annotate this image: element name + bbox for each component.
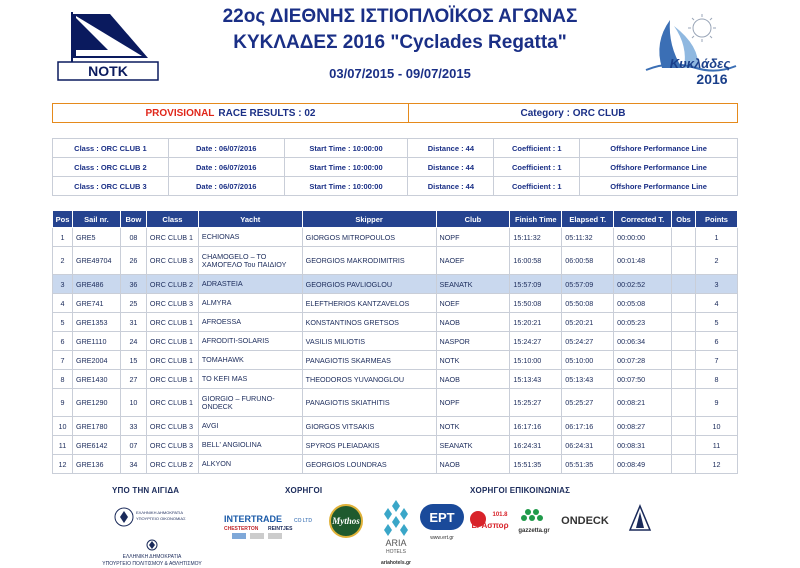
results-header-row xyxy=(53,211,738,228)
provisional-label: PROVISIONAL xyxy=(145,107,215,119)
cell-pos: 11 xyxy=(53,436,73,455)
media-sponsors-label: ΧΟΡΗΓΟΙ ΕΠΙΚΟΙΝΩΝΙΑΣ xyxy=(470,486,571,495)
cell-yacht: AVGI xyxy=(198,417,302,436)
gazzetta-text: gazzetta.gr xyxy=(518,528,550,534)
cyclades-logo-year: 2016 xyxy=(696,71,728,87)
cell-bow: 26 xyxy=(120,247,146,275)
cell-skipper: PANAGIOTIS SKARMEAS xyxy=(302,351,436,370)
cell-elapsed: 05:11:32 xyxy=(562,228,614,247)
cell-yacht: ALMYRA xyxy=(198,294,302,313)
ondeck-text: ONDECK xyxy=(561,515,609,527)
column-header[interactable]: Obs xyxy=(672,211,696,228)
cell-yacht: AFRODITI-SOLARIS xyxy=(198,332,302,351)
cyclades-logo-name: Κυκλάδες xyxy=(669,56,731,71)
cell-club: NAOEF xyxy=(436,247,510,275)
cell-obs xyxy=(672,351,696,370)
class-info-row xyxy=(53,158,738,177)
cell-club: NAOB xyxy=(436,313,510,332)
cell-corrected: 00:08:49 xyxy=(614,455,672,474)
results-table xyxy=(52,210,738,474)
cell-corrected: 00:05:23 xyxy=(614,313,672,332)
cell-cls: ORC CLUB 1 xyxy=(146,313,198,332)
cell-pos: 7 xyxy=(53,351,73,370)
cell-yacht: ADRASTEIA xyxy=(198,275,302,294)
ert-url: www.ert.gr xyxy=(430,535,454,541)
gazzetta-logo xyxy=(514,506,554,540)
cell-elapsed: 05:10:00 xyxy=(562,351,614,370)
cell-skipper: KONSTANTINOS GRETSOS xyxy=(302,313,436,332)
cell-corrected: 00:08:27 xyxy=(614,417,672,436)
era-text: ΕΡΑσπορ xyxy=(471,521,509,530)
cell-elapsed: 05:20:21 xyxy=(562,313,614,332)
class-info-coef: Coefficient : 1 xyxy=(494,139,580,158)
intertrade-text: INTERTRADE xyxy=(224,514,282,524)
cell-points: 3 xyxy=(696,275,738,294)
cell-cls: ORC CLUB 1 xyxy=(146,351,198,370)
ministry2-line2: ΥΠΟΥΡΓΕΙΟ ΠΟΛΙΤΙΣΜΟΥ & ΑΘΛΗΤΙΣΜΟΥ xyxy=(102,561,202,567)
cell-points: 2 xyxy=(696,247,738,275)
cell-finish: 15:11:32 xyxy=(510,228,562,247)
cell-bow: 08 xyxy=(120,228,146,247)
class-info-date: Date : 06/07/2016 xyxy=(168,158,284,177)
cell-bow: 31 xyxy=(120,313,146,332)
cell-corrected: 00:07:28 xyxy=(614,351,672,370)
cell-finish: 15:57:09 xyxy=(510,275,562,294)
column-header[interactable]: Finish Time xyxy=(510,211,562,228)
class-info-distance: Distance : 44 xyxy=(408,158,494,177)
class-info-row xyxy=(53,177,738,196)
ert-text: ΕΡΤ xyxy=(429,510,455,525)
class-info-start: Start Time : 10:00:00 xyxy=(284,139,408,158)
column-header[interactable]: Skipper xyxy=(302,211,436,228)
cell-corrected: 00:05:08 xyxy=(614,294,672,313)
cell-bow: 33 xyxy=(120,417,146,436)
cell-obs xyxy=(672,332,696,351)
cyclades-logo xyxy=(640,12,740,88)
cell-finish: 15:50:08 xyxy=(510,294,562,313)
table-row[interactable] xyxy=(53,332,738,351)
cell-club: NAOB xyxy=(436,370,510,389)
cell-cls: ORC CLUB 3 xyxy=(146,294,198,313)
table-row[interactable] xyxy=(53,389,738,417)
cell-elapsed: 05:25:27 xyxy=(562,389,614,417)
cell-pos: 4 xyxy=(53,294,73,313)
cell-points: 7 xyxy=(696,351,738,370)
cell-obs xyxy=(672,455,696,474)
cell-bow: 07 xyxy=(120,436,146,455)
aria-url: ariahotels.gr xyxy=(380,560,412,566)
era-freq: 101.8 xyxy=(492,512,508,518)
cell-sail: GRE2004 xyxy=(72,351,120,370)
cell-yacht: CHAMOGELO – TO ΧΑΜΟΓΕΛΟ Του ΠΑΙΔΙΟΥ xyxy=(198,247,302,275)
column-header[interactable]: Club xyxy=(436,211,510,228)
cell-elapsed: 05:24:27 xyxy=(562,332,614,351)
cell-elapsed: 05:50:08 xyxy=(562,294,614,313)
cell-pos: 2 xyxy=(53,247,73,275)
ondeck-logo xyxy=(558,510,612,530)
cell-pos: 5 xyxy=(53,313,73,332)
era-sport-logo xyxy=(468,506,512,536)
class-info-cls: Class : ORC CLUB 3 xyxy=(53,177,169,196)
ministry-economy-logo xyxy=(108,500,188,534)
cell-finish: 16:24:31 xyxy=(510,436,562,455)
table-row[interactable] xyxy=(53,455,738,474)
cell-sail: GRE5 xyxy=(72,228,120,247)
column-header[interactable]: Points xyxy=(696,211,738,228)
cell-obs xyxy=(672,247,696,275)
cell-bow: 15 xyxy=(120,351,146,370)
cell-points: 8 xyxy=(696,370,738,389)
cell-finish: 15:10:00 xyxy=(510,351,562,370)
cell-cls: ORC CLUB 2 xyxy=(146,455,198,474)
class-info-start: Start Time : 10:00:00 xyxy=(284,177,408,196)
ministry1-line2: ΥΠΟΥΡΓΕΙΟ ΟΙΚΟΝΟΜΙΑΣ xyxy=(136,516,186,521)
cell-yacht: BELL' ANGIOLINA xyxy=(198,436,302,455)
banner-category: Category : ORC CLUB xyxy=(520,107,626,119)
reintjes-text: REINTJES xyxy=(268,526,293,532)
column-header[interactable]: Bow xyxy=(120,211,146,228)
cell-finish: 15:20:21 xyxy=(510,313,562,332)
cell-pos: 12 xyxy=(53,455,73,474)
cell-cls: ORC CLUB 1 xyxy=(146,228,198,247)
cell-club: NOPF xyxy=(436,389,510,417)
cell-finish: 16:00:58 xyxy=(510,247,562,275)
cell-yacht: GIORGIO – FURUNO-ONDECK xyxy=(198,389,302,417)
cell-elapsed: 06:24:31 xyxy=(562,436,614,455)
cell-pos: 3 xyxy=(53,275,73,294)
ministry2-line1: ΕΛΛΗΝΙΚΗ ΔΗΜΟΚΡΑΤΙΑ xyxy=(122,554,182,560)
banner-race-results xyxy=(53,104,409,122)
mythos-text: Mythos xyxy=(332,516,360,526)
cell-obs xyxy=(672,294,696,313)
cell-club: NOEF xyxy=(436,294,510,313)
intertrade-logo xyxy=(222,512,318,542)
event-title-line1: 22ος ΔΙΕΘΝΗΣ ΙΣΤΙΟΠΛΟΪΚΟΣ ΑΓΩΝΑΣ xyxy=(222,6,578,27)
class-info-row xyxy=(53,139,738,158)
cell-bow: 24 xyxy=(120,332,146,351)
aria-hotels-logo xyxy=(374,498,418,568)
cell-yacht: TOMAHAWK xyxy=(198,351,302,370)
cell-pos: 8 xyxy=(53,370,73,389)
table-row[interactable] xyxy=(53,294,738,313)
cell-pos: 10 xyxy=(53,417,73,436)
class-info-line: Offshore Performance Line xyxy=(580,177,738,196)
event-title-line2: ΚΥΚΛΑΔΕΣ 2016 "Cyclades Regatta" xyxy=(233,32,567,53)
class-info-distance: Distance : 44 xyxy=(408,177,494,196)
class-info-coef: Coefficient : 1 xyxy=(494,177,580,196)
chesterton-text: CHESTERTON xyxy=(224,526,259,532)
cell-sail: GRE136 xyxy=(72,455,120,474)
cell-obs xyxy=(672,313,696,332)
header xyxy=(0,0,800,90)
column-header[interactable]: Corrected T. xyxy=(614,211,672,228)
cell-club: NOTK xyxy=(436,417,510,436)
table-row[interactable] xyxy=(53,351,738,370)
results-banner xyxy=(52,103,738,123)
cell-corrected: 00:00:00 xyxy=(614,228,672,247)
cell-points: 9 xyxy=(696,389,738,417)
table-row[interactable] xyxy=(53,247,738,275)
cell-points: 6 xyxy=(696,332,738,351)
cell-club: NAOB xyxy=(436,455,510,474)
mythos-logo xyxy=(326,504,366,538)
cell-pos: 1 xyxy=(53,228,73,247)
cell-corrected: 00:08:31 xyxy=(614,436,672,455)
cell-skipper: GEORGIOS PAVLIOGLOU xyxy=(302,275,436,294)
column-header[interactable]: Sail nr. xyxy=(72,211,120,228)
cell-yacht: TO KEFI MAS xyxy=(198,370,302,389)
ministry-culture-logo xyxy=(92,538,212,568)
cell-skipper: VASILIS MILIOTIS xyxy=(302,332,436,351)
cell-sail: GRE1430 xyxy=(72,370,120,389)
cell-points: 10 xyxy=(696,417,738,436)
class-info-start: Start Time : 10:00:00 xyxy=(284,158,408,177)
cell-pos: 9 xyxy=(53,389,73,417)
cell-cls: ORC CLUB 2 xyxy=(146,275,198,294)
event-dates: 03/07/2015 - 09/07/2015 xyxy=(329,66,471,81)
cell-obs xyxy=(672,228,696,247)
class-info-cls: Class : ORC CLUB 2 xyxy=(53,158,169,177)
table-row[interactable] xyxy=(53,228,738,247)
cell-skipper: GIORGOS MITROPOULOS xyxy=(302,228,436,247)
cell-bow: 34 xyxy=(120,455,146,474)
cell-obs xyxy=(672,370,696,389)
cell-finish: 15:51:35 xyxy=(510,455,562,474)
column-header[interactable]: Elapsed T. xyxy=(562,211,614,228)
cell-corrected: 00:02:52 xyxy=(614,275,672,294)
cell-club: SEANATK xyxy=(436,275,510,294)
cell-elapsed: 05:13:43 xyxy=(562,370,614,389)
cell-obs xyxy=(672,436,696,455)
class-info-date: Date : 06/07/2016 xyxy=(168,177,284,196)
cell-points: 11 xyxy=(696,436,738,455)
race-results-label: RACE RESULTS : 02 xyxy=(218,107,316,119)
aria-name: ARIA xyxy=(385,538,407,548)
cell-bow: 10 xyxy=(120,389,146,417)
cell-bow: 25 xyxy=(120,294,146,313)
cell-sail: GRE1353 xyxy=(72,313,120,332)
cell-finish: 15:13:43 xyxy=(510,370,562,389)
cell-elapsed: 06:00:58 xyxy=(562,247,614,275)
cell-corrected: 00:07:50 xyxy=(614,370,672,389)
cell-skipper: PANAGIOTIS SKIATHITIS xyxy=(302,389,436,417)
sponsors-label: ΧΟΡΗΓΟΙ xyxy=(285,486,323,495)
aria-sub: HOTELS xyxy=(385,549,407,555)
column-header[interactable]: Yacht xyxy=(198,211,302,228)
cell-sail: GRE6142 xyxy=(72,436,120,455)
cell-skipper: GEORGIOS MAKRODIMITRIS xyxy=(302,247,436,275)
cell-yacht: ALKYON xyxy=(198,455,302,474)
cell-sail: GRE1110 xyxy=(72,332,120,351)
cell-points: 1 xyxy=(696,228,738,247)
table-row[interactable] xyxy=(53,275,738,294)
cell-elapsed: 05:57:09 xyxy=(562,275,614,294)
cell-sail: GRE49704 xyxy=(72,247,120,275)
cell-corrected: 00:08:21 xyxy=(614,389,672,417)
cell-skipper: GIORGOS VITSAKIS xyxy=(302,417,436,436)
class-info-coef: Coefficient : 1 xyxy=(494,158,580,177)
class-info-distance: Distance : 44 xyxy=(408,139,494,158)
column-header[interactable]: Class xyxy=(146,211,198,228)
cell-finish: 15:24:27 xyxy=(510,332,562,351)
cell-cls: ORC CLUB 1 xyxy=(146,332,198,351)
cell-cls: ORC CLUB 3 xyxy=(146,436,198,455)
footer-sponsors xyxy=(0,486,800,568)
column-header[interactable]: Pos xyxy=(53,211,73,228)
ministry1-line1: ΕΛΛΗΝΙΚΗ ΔΗΜΟΚΡΑΤΙΑ xyxy=(136,510,183,515)
cell-skipper: THEODOROS YUVANOGLOU xyxy=(302,370,436,389)
cell-club: NASPOR xyxy=(436,332,510,351)
intertrade-suffix: CO LTD xyxy=(294,518,312,524)
cell-yacht: AFROESSA xyxy=(198,313,302,332)
table-row[interactable] xyxy=(53,417,738,436)
cell-pos: 6 xyxy=(53,332,73,351)
cell-skipper: ELEFTHERIOS KANTZAVELOS xyxy=(302,294,436,313)
class-info-date: Date : 06/07/2016 xyxy=(168,139,284,158)
cell-club: NOPF xyxy=(436,228,510,247)
table-row[interactable] xyxy=(53,313,738,332)
cell-finish: 15:25:27 xyxy=(510,389,562,417)
cell-bow: 36 xyxy=(120,275,146,294)
cell-cls: ORC CLUB 3 xyxy=(146,417,198,436)
sail-logo xyxy=(628,504,652,534)
cell-elapsed: 05:51:35 xyxy=(562,455,614,474)
under-auspices-label: ΥΠΟ ΤΗΝ ΑΙΓΙΔΑ xyxy=(112,486,180,495)
cell-obs xyxy=(672,275,696,294)
cell-skipper: GEORGIOS LOUNDRAS xyxy=(302,455,436,474)
cell-obs xyxy=(672,417,696,436)
cell-club: SEANATK xyxy=(436,436,510,455)
cell-obs xyxy=(672,389,696,417)
cell-sail: GRE1290 xyxy=(72,389,120,417)
cell-cls: ORC CLUB 1 xyxy=(146,389,198,417)
cell-points: 4 xyxy=(696,294,738,313)
cell-corrected: 00:01:48 xyxy=(614,247,672,275)
cell-club: NOTK xyxy=(436,351,510,370)
cell-bow: 27 xyxy=(120,370,146,389)
table-row[interactable] xyxy=(53,370,738,389)
class-info-line: Offshore Performance Line xyxy=(580,158,738,177)
cell-sail: GRE1780 xyxy=(72,417,120,436)
cell-skipper: SPYROS PLEIADAKIS xyxy=(302,436,436,455)
cell-sail: GRE486 xyxy=(72,275,120,294)
cell-elapsed: 06:17:16 xyxy=(562,417,614,436)
cell-points: 5 xyxy=(696,313,738,332)
cell-sail: GRE741 xyxy=(72,294,120,313)
table-row[interactable] xyxy=(53,436,738,455)
ert-logo xyxy=(418,502,466,542)
cell-yacht: ECHIONAS xyxy=(198,228,302,247)
cell-points: 12 xyxy=(696,455,738,474)
cell-cls: ORC CLUB 3 xyxy=(146,247,198,275)
class-info-line: Offshore Performance Line xyxy=(580,139,738,158)
class-info-cls: Class : ORC CLUB 1 xyxy=(53,139,169,158)
cell-finish: 16:17:16 xyxy=(510,417,562,436)
class-info-table xyxy=(52,138,738,196)
cell-corrected: 00:06:34 xyxy=(614,332,672,351)
notk-logo-text: NOTK xyxy=(88,63,128,79)
cell-cls: ORC CLUB 1 xyxy=(146,370,198,389)
